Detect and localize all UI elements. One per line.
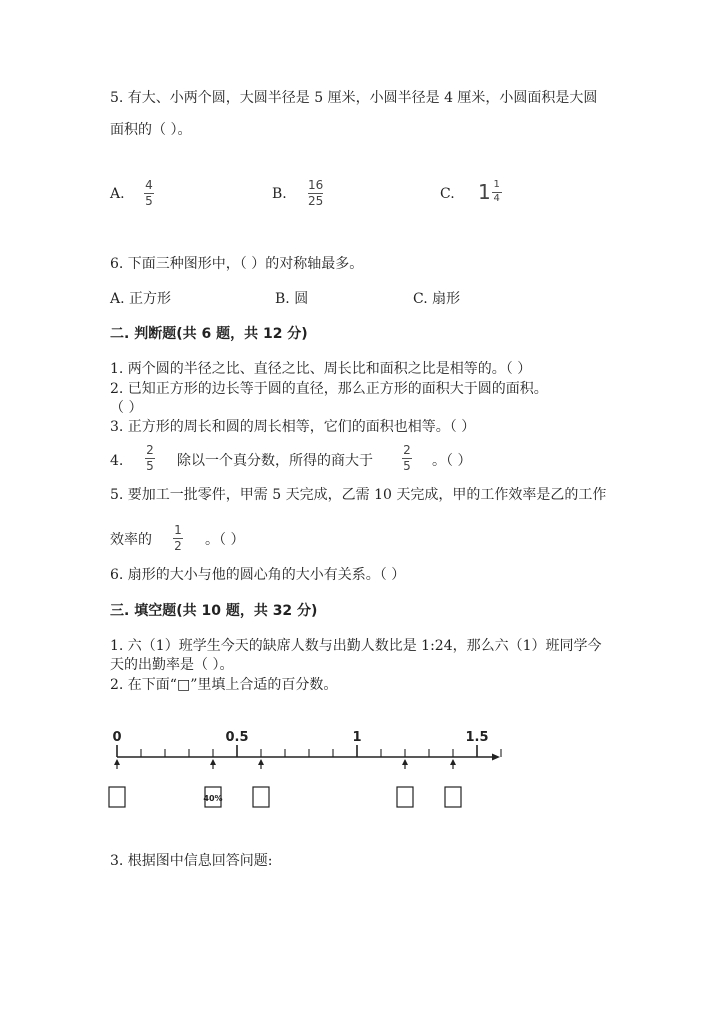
fraction-denominator: 4 bbox=[493, 192, 500, 204]
fraction-numerator: 16 bbox=[308, 178, 324, 192]
q6-text: 6. 下面三种图形中，（ ）的对称轴最多。 bbox=[110, 256, 364, 272]
answer-box bbox=[445, 787, 461, 807]
answer-box bbox=[253, 787, 269, 807]
q5-option-a-fraction bbox=[144, 179, 154, 207]
pointer-arrowhead bbox=[402, 759, 408, 765]
number-line-figure bbox=[100, 720, 510, 815]
q6-option-b: B. 圆 bbox=[275, 291, 309, 307]
fraction-denominator: 25 bbox=[308, 193, 324, 208]
pointer-arrowhead bbox=[114, 759, 120, 765]
fraction-denominator: 5 bbox=[146, 458, 154, 473]
tick-label: 1 bbox=[352, 730, 362, 745]
q5-option-a-label: A. bbox=[110, 186, 125, 202]
judge-item-4-fraction-2 bbox=[402, 444, 412, 472]
judge-item-5-line2: 效率的 bbox=[110, 532, 152, 548]
fill-item-1-line1: 1. 六（1）班学生今天的缺席人数与出勤人数比是 1:24，那么六（1）班同学今 bbox=[110, 638, 602, 654]
section3-title: 三. 填空题(共 10 题，共 32 分) bbox=[110, 603, 318, 619]
judge-item-5-end: 。（ ） bbox=[205, 532, 245, 548]
judge-item-5-fraction bbox=[173, 524, 183, 552]
judge-item-4-middle: 除以一个真分数，所得的商大于 bbox=[177, 453, 373, 469]
fill-item-3: 3. 根据图中信息回答问题: bbox=[110, 853, 273, 869]
mixed-fraction bbox=[492, 180, 502, 204]
q5-option-b-fraction bbox=[308, 179, 323, 207]
fraction-numerator: 2 bbox=[146, 443, 154, 457]
judge-item-5-line1: 5. 要加工一批零件，甲需 5 天完成，乙需 10 天完成，甲的工作效率是乙的工作 bbox=[110, 487, 607, 503]
fraction-denominator: 2 bbox=[174, 538, 182, 553]
pointer-arrowhead bbox=[450, 759, 456, 765]
tick-label: 0.5 bbox=[225, 730, 249, 745]
fraction-denominator: 5 bbox=[145, 193, 153, 208]
judge-item-2-answer: （ ） bbox=[110, 400, 143, 416]
judge-item-4-fraction-1 bbox=[145, 444, 155, 472]
answer-box bbox=[109, 787, 125, 807]
pointer-arrowhead bbox=[210, 759, 216, 765]
section2-title: 二. 判断题(共 6 题，共 12 分) bbox=[110, 326, 308, 342]
q5-option-c-label: C. bbox=[440, 186, 455, 202]
q5-line2: 面积的（ ）。 bbox=[110, 122, 192, 138]
answer-box-value: 40% bbox=[203, 794, 223, 803]
q5-option-c-mixed-number bbox=[478, 180, 502, 204]
judge-item-4-end: 。（ ） bbox=[432, 453, 472, 469]
judge-item-1: 1. 两个圆的半径之比、直径之比、周长比和面积之比是相等的。（ ） bbox=[110, 361, 532, 377]
q5-option-b-label: B. bbox=[272, 186, 287, 202]
fraction-numerator: 4 bbox=[145, 178, 153, 192]
judge-item-3: 3. 正方形的周长和圆的周长相等，它们的面积也相等。（ ） bbox=[110, 419, 476, 435]
axis-arrowhead bbox=[492, 754, 500, 761]
pointer-arrowhead bbox=[258, 759, 264, 765]
judge-item-2: 2. 已知正方形的边长等于圆的直径，那么正方形的面积大于圆的面积。 bbox=[110, 381, 548, 397]
fraction-numerator: 1 bbox=[174, 523, 182, 537]
fraction-numerator: 2 bbox=[403, 443, 411, 457]
tick-label: 0 bbox=[112, 730, 122, 745]
fill-item-2: 2. 在下面“□”里填上合适的百分数。 bbox=[110, 677, 338, 693]
q6-option-c: C. 扇形 bbox=[413, 291, 461, 307]
fill-item-1-line2: 天的出勤率是（ ）。 bbox=[110, 657, 234, 673]
fraction-numerator: 1 bbox=[493, 179, 500, 190]
mixed-whole: 1 bbox=[478, 180, 491, 204]
fraction-denominator: 5 bbox=[403, 458, 411, 473]
judge-item-6: 6. 扇形的大小与他的圆心角的大小有关系。（ ） bbox=[110, 567, 406, 583]
q5-line1: 5. 有大、小两个圆，大圆半径是 5 厘米，小圆半径是 4 厘米，小圆面积是大圆 bbox=[110, 90, 598, 106]
q6-option-a: A. 正方形 bbox=[110, 291, 172, 307]
judge-item-4-prefix: 4. bbox=[110, 453, 124, 469]
tick-label: 1.5 bbox=[465, 730, 489, 745]
answer-box bbox=[397, 787, 413, 807]
